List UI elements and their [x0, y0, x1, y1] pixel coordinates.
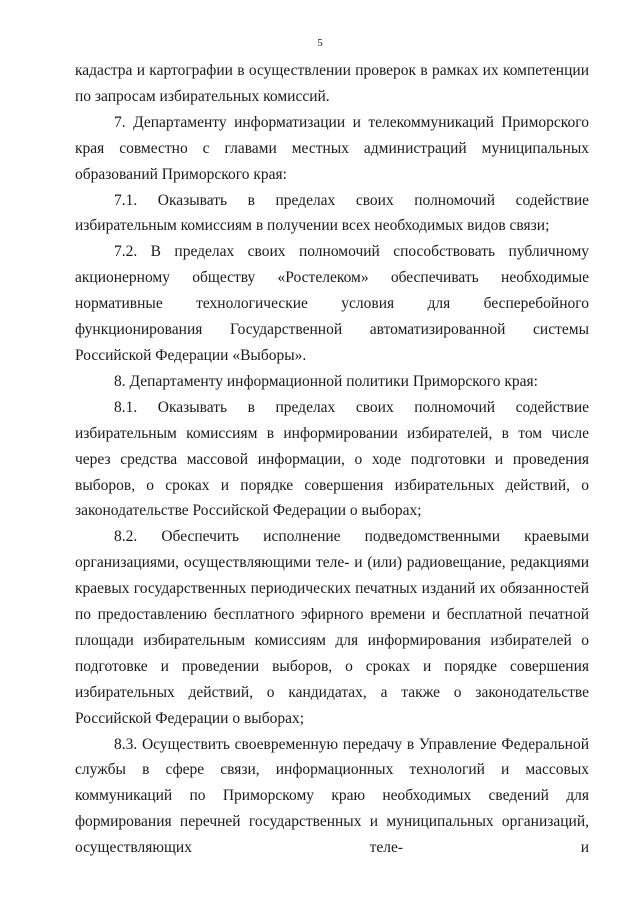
paragraph-item-8: 8. Департаменту информационной политики Приморского края:: [114, 372, 538, 390]
paragraph-continuation: кадастра и картографии в осуществлении проверок в рамках их компетенции по запросам избирательных комиссий.: [75, 62, 589, 105]
paragraph-item-7-2: 7.2. В пределах своих полномочий способствовать публичному акционерному обществу «Ростелеком» обеспечивать необходимые нормативные технологические условия для бесперебойного функционирования Государственной автоматизированной системы Российской Федерации «Выборы».: [75, 243, 589, 364]
paragraph-item-7: 7. Департаменту информатизации и телекоммуникаций Приморского края совместно с главами местных администраций муниципальных образований Приморского края:: [75, 113, 589, 183]
paragraph-item-8-2: 8.2. Обеспечить исполнение подведомственными краевыми организациями, осуществляющими теле- и (или) радиовещание, редакциями краевых государственных периодических печатных изданий их обязанностей по предоставлению бесплатного эфирного времени и бесплатной печатной площади избирательным комиссиям для информирования избирателей о подготовке и проведении выборов, о сроках и порядке совершения избирательных действий, о кандидатах, а также о законодательстве Российской Федерации о выборах;: [75, 528, 589, 727]
page-number: 5: [317, 37, 323, 49]
paragraph-item-8-1: 8.1. Оказывать в пределах своих полномочий содействие избирательным комиссиям в информировании избирателей, в том числе через средства массовой информации, о ходе подготовки и проведения выборов, о сроках и порядке совершения избирательных действий, о законодательстве Российской Федерации о выборах;: [75, 398, 589, 520]
paragraph-item-7-1: 7.1. Оказывать в пределах своих полномочий содействие избирательным комиссиям в получении всех необходимых видов связи;: [75, 191, 589, 235]
paragraph-item-8-3: 8.3. Осуществить своевременную передачу в Управление Федеральной службы в сфере связи, информационных технологий и массовых коммуникаций по Приморскому краю необходимых сведений для формирования перечней государственных и муниципальных организаций, осуществляющих теле- и: [75, 735, 589, 857]
document-body: [75, 58, 589, 861]
